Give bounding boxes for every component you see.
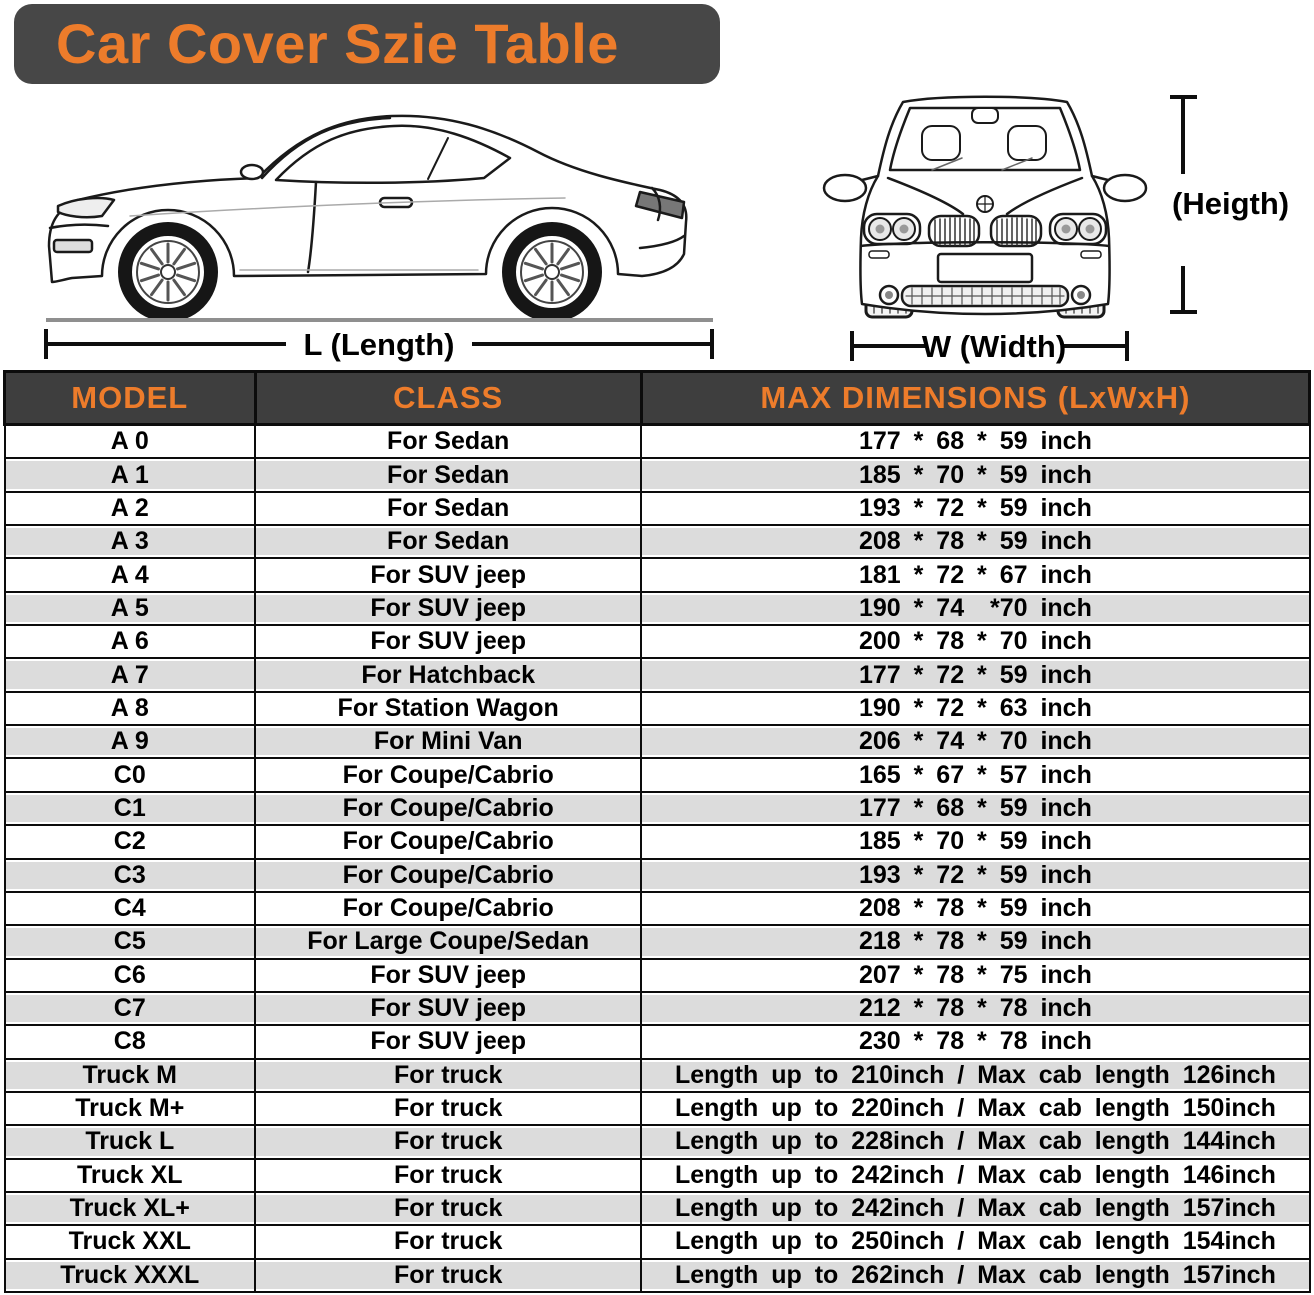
dimensions-cell: 200 * 78 * 70 inch xyxy=(641,625,1309,658)
table-row xyxy=(5,892,1310,925)
model-cell: A 9 xyxy=(5,725,256,758)
front-wheel xyxy=(125,229,211,315)
table-row xyxy=(5,1225,1310,1258)
class-cell: For Sedan xyxy=(255,458,641,491)
model-cell: A 6 xyxy=(5,625,256,658)
dimensions-cell: 181 * 72 * 67 inch xyxy=(641,558,1309,591)
width-label: W (Width) xyxy=(921,329,1067,364)
class-cell: For SUV jeep xyxy=(255,558,641,591)
title-bar xyxy=(14,4,720,84)
table-row xyxy=(5,1059,1310,1092)
side-car-illustration xyxy=(49,116,686,315)
table-row xyxy=(5,492,1310,525)
class-cell: For SUV jeep xyxy=(255,625,641,658)
class-cell: For Coupe/Cabrio xyxy=(255,892,641,925)
table-row xyxy=(5,1192,1310,1225)
class-cell: For truck xyxy=(255,1192,641,1225)
table-row xyxy=(5,1159,1310,1192)
dimensions-cell: 207 * 78 * 75 inch xyxy=(641,959,1309,992)
dimensions-cell: 177 * 72 * 59 inch xyxy=(641,658,1309,691)
model-cell: C6 xyxy=(5,959,256,992)
model-cell: A 8 xyxy=(5,692,256,725)
table-row xyxy=(5,525,1310,558)
model-cell: C7 xyxy=(5,992,256,1025)
class-cell: For Hatchback xyxy=(255,658,641,691)
class-cell: For Sedan xyxy=(255,525,641,558)
table-row xyxy=(5,1092,1310,1125)
model-cell: Truck L xyxy=(5,1125,256,1158)
model-cell: A 7 xyxy=(5,658,256,691)
model-cell: A 1 xyxy=(5,458,256,491)
dimensions-cell: Length up to 250inch / Max cab length 154inch xyxy=(641,1225,1309,1258)
model-cell: A 0 xyxy=(5,425,256,459)
model-cell: C2 xyxy=(5,825,256,858)
class-cell: For truck xyxy=(255,1225,641,1258)
model-cell: Truck M+ xyxy=(5,1092,256,1125)
header-class: CLASS xyxy=(255,372,641,425)
table-row xyxy=(5,925,1310,958)
height-dimension xyxy=(1170,97,1289,312)
class-cell: For Sedan xyxy=(255,425,641,459)
model-cell: A 4 xyxy=(5,558,256,591)
table-row xyxy=(5,425,1310,459)
dimensions-cell: Length up to 242inch / Max cab length 146inch xyxy=(641,1159,1309,1192)
class-cell: For SUV jeep xyxy=(255,1025,641,1058)
table-row xyxy=(5,692,1310,725)
model-cell: A 2 xyxy=(5,492,256,525)
dimensions-cell: 208 * 78 * 59 inch xyxy=(641,525,1309,558)
class-cell: For truck xyxy=(255,1259,641,1292)
dimensions-cell: 177 * 68 * 59 inch xyxy=(641,425,1309,459)
table-row xyxy=(5,458,1310,491)
model-cell: C1 xyxy=(5,792,256,825)
class-cell: For Coupe/Cabrio xyxy=(255,825,641,858)
class-cell: For SUV jeep xyxy=(255,992,641,1025)
table-row xyxy=(5,859,1310,892)
dimensions-cell: 190 * 72 * 63 inch xyxy=(641,692,1309,725)
table-row xyxy=(5,959,1310,992)
model-cell: Truck XL+ xyxy=(5,1192,256,1225)
class-cell: For Coupe/Cabrio xyxy=(255,859,641,892)
dimensions-cell: 230 * 78 * 78 inch xyxy=(641,1025,1309,1058)
class-cell: For Large Coupe/Sedan xyxy=(255,925,641,958)
dimensions-cell: 208 * 78 * 59 inch xyxy=(641,892,1309,925)
dimensions-cell: 206 * 74 * 70 inch xyxy=(641,725,1309,758)
table-row xyxy=(5,592,1310,625)
header-dimensions: MAX DIMENSIONS (LxWxH) xyxy=(641,372,1309,425)
table-row xyxy=(5,825,1310,858)
height-label: (Heigth) xyxy=(1172,186,1290,221)
model-cell: C4 xyxy=(5,892,256,925)
model-cell: C3 xyxy=(5,859,256,892)
table-row xyxy=(5,992,1310,1025)
dimensions-cell: 185 * 70 * 59 inch xyxy=(641,825,1309,858)
table-header-row xyxy=(5,372,1310,425)
class-cell: For Mini Van xyxy=(255,725,641,758)
table-row xyxy=(5,792,1310,825)
model-cell: Truck XL xyxy=(5,1159,256,1192)
table-row xyxy=(5,1125,1310,1158)
class-cell: For SUV jeep xyxy=(255,959,641,992)
model-cell: C8 xyxy=(5,1025,256,1058)
length-dimension xyxy=(46,327,712,362)
model-cell: Truck XXL xyxy=(5,1225,256,1258)
dimensions-cell: 193 * 72 * 59 inch xyxy=(641,859,1309,892)
dimensions-cell: 212 * 78 * 78 inch xyxy=(641,992,1309,1025)
table-row xyxy=(5,558,1310,591)
page-title: Car Cover Szie Table xyxy=(56,12,619,75)
table-body xyxy=(5,425,1310,1293)
class-cell: For Station Wagon xyxy=(255,692,641,725)
dimensions-cell: 185 * 70 * 59 inch xyxy=(641,458,1309,491)
table-row xyxy=(5,1259,1310,1292)
dimensions-cell: Length up to 210inch / Max cab length 126inch xyxy=(641,1059,1309,1092)
size-table xyxy=(3,370,1311,1293)
model-cell: C0 xyxy=(5,758,256,791)
dimensions-cell: 177 * 68 * 59 inch xyxy=(641,792,1309,825)
dimensions-cell: 218 * 78 * 59 inch xyxy=(641,925,1309,958)
dimensions-cell: Length up to 228inch / Max cab length 144inch xyxy=(641,1125,1309,1158)
model-cell: A 5 xyxy=(5,592,256,625)
model-cell: C5 xyxy=(5,925,256,958)
model-cell: Truck M xyxy=(5,1059,256,1092)
car-dimension-diagram xyxy=(0,88,1314,370)
class-cell: For Coupe/Cabrio xyxy=(255,758,641,791)
dimensions-cell: Length up to 242inch / Max cab length 157inch xyxy=(641,1192,1309,1225)
class-cell: For truck xyxy=(255,1092,641,1125)
length-label: L (Length) xyxy=(303,327,455,362)
table-row xyxy=(5,725,1310,758)
table-row xyxy=(5,758,1310,791)
dimensions-cell: 190 * 74 *70 inch xyxy=(641,592,1309,625)
model-cell: Truck XXXL xyxy=(5,1259,256,1292)
class-cell: For Sedan xyxy=(255,492,641,525)
dimensions-cell: 193 * 72 * 59 inch xyxy=(641,492,1309,525)
class-cell: For truck xyxy=(255,1159,641,1192)
table-row xyxy=(5,1025,1310,1058)
rear-wheel xyxy=(509,229,595,315)
dimensions-cell: Length up to 262inch / Max cab length 157inch xyxy=(641,1259,1309,1292)
class-cell: For truck xyxy=(255,1059,641,1092)
front-car-illustration xyxy=(824,97,1146,317)
dimensions-cell: Length up to 220inch / Max cab length 150inch xyxy=(641,1092,1309,1125)
header-model: MODEL xyxy=(5,372,256,425)
table-row xyxy=(5,658,1310,691)
dimensions-cell: 165 * 67 * 57 inch xyxy=(641,758,1309,791)
class-cell: For Coupe/Cabrio xyxy=(255,792,641,825)
class-cell: For SUV jeep xyxy=(255,592,641,625)
table-row xyxy=(5,625,1310,658)
model-cell: A 3 xyxy=(5,525,256,558)
class-cell: For truck xyxy=(255,1125,641,1158)
width-dimension xyxy=(852,329,1127,364)
